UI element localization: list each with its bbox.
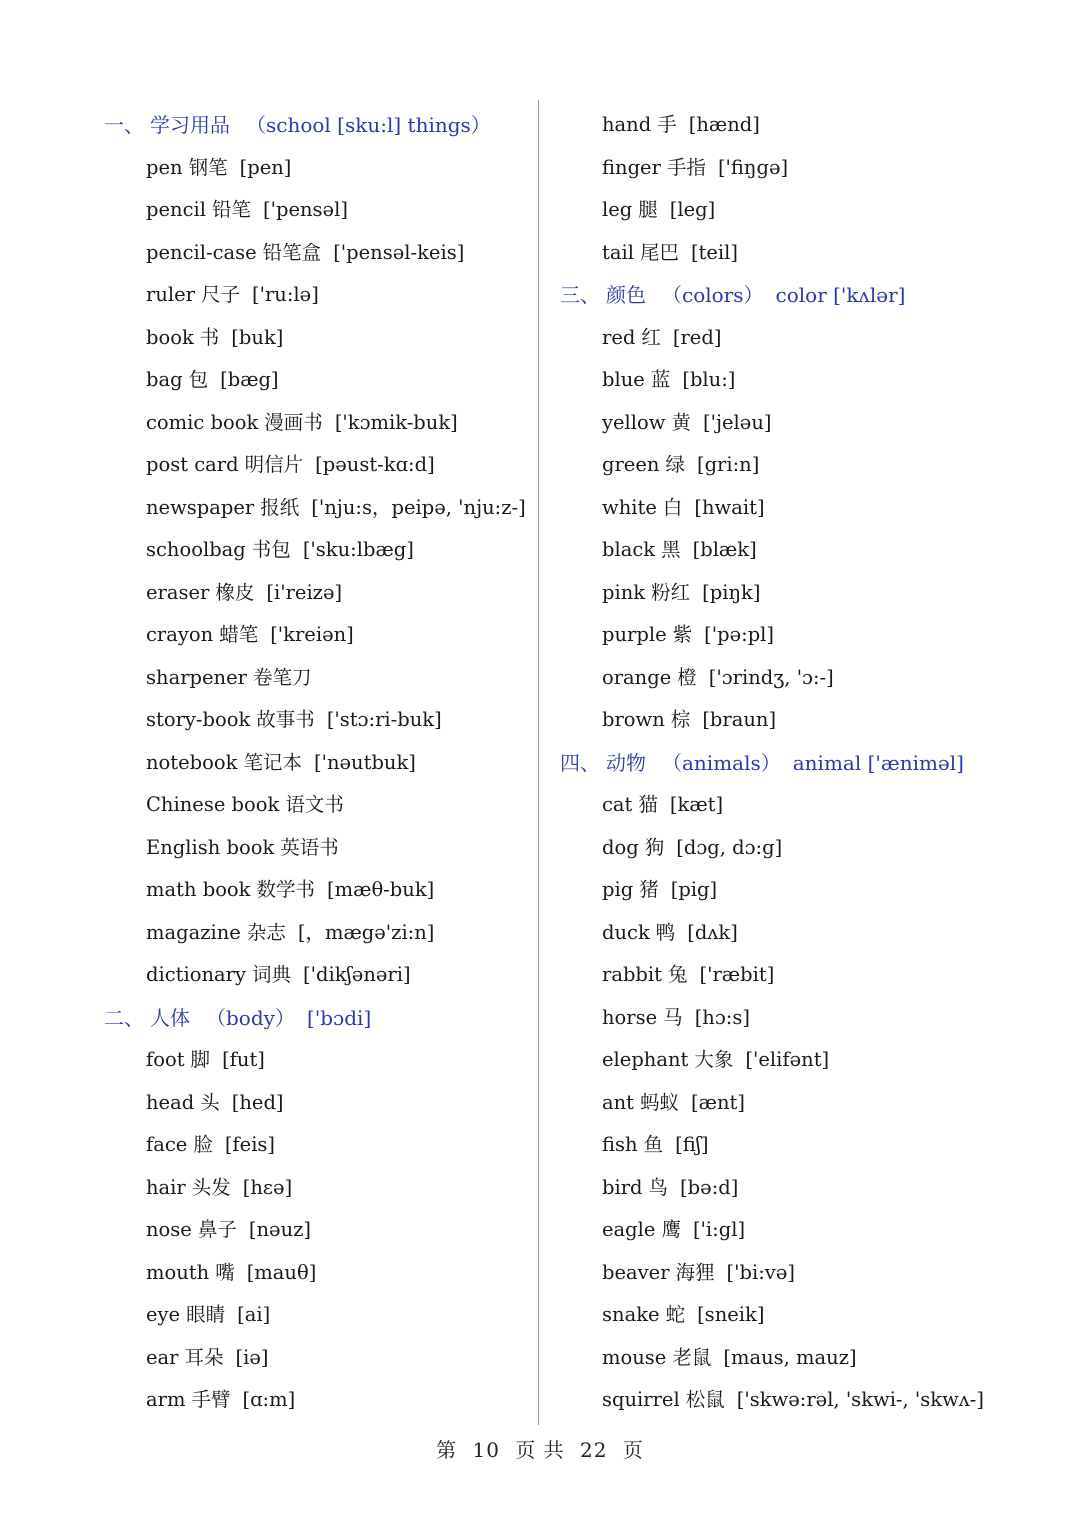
- entry-chinese: 兔: [668, 963, 688, 986]
- footer-mid: 页 共: [515, 1438, 565, 1462]
- entry-word: tail: [602, 240, 634, 264]
- vocab-entry: [560, 657, 1060, 700]
- section-heading: [104, 104, 524, 147]
- entry-phonetic: [braun]: [702, 708, 777, 731]
- entry-chinese: 手指: [666, 155, 706, 179]
- entry-phonetic: [iə]: [235, 1345, 269, 1369]
- entry-word: face: [146, 1133, 188, 1156]
- entry-phonetic: [bə:d]: [680, 1175, 739, 1199]
- entry-chinese: 黑: [661, 538, 681, 561]
- entry-phonetic: [，mægə'zi:n]: [297, 920, 435, 944]
- entry-chinese: 眼睛: [186, 1303, 226, 1326]
- entry-chinese: 粉红: [651, 580, 691, 604]
- vocab-entry: [104, 827, 524, 870]
- entry-chinese: 语文书: [285, 793, 344, 816]
- entry-phonetic: ['elifənt]: [745, 1048, 830, 1071]
- vocab-entry: [104, 1337, 524, 1380]
- entry-phonetic: [hed]: [231, 1090, 284, 1114]
- entry-word: horse: [602, 1005, 658, 1029]
- entry-word: pencil: [146, 198, 206, 221]
- entry-phonetic: [mæθ-buk]: [327, 878, 435, 901]
- entry-phonetic: [blu:]: [682, 368, 736, 391]
- vocab-entry: [560, 232, 1060, 275]
- entry-chinese: 鸟: [648, 1175, 669, 1199]
- vocab-entry: [104, 699, 524, 742]
- entry-phonetic: [feis]: [224, 1133, 276, 1156]
- entry-phonetic: ['kreiən]: [270, 623, 354, 646]
- entry-word: purple: [602, 623, 667, 646]
- entry-word: magazine: [146, 920, 241, 944]
- vocab-entry: [560, 699, 1060, 742]
- entry-phonetic: [gri:n]: [696, 453, 760, 476]
- entry-word: squirrel: [602, 1388, 680, 1411]
- entry-word: ear: [146, 1345, 179, 1369]
- heading-chinese: 人体: [150, 1005, 190, 1030]
- entry-word: ruler: [146, 283, 195, 306]
- heading-phonetic: color ['kʌlər]: [775, 283, 906, 307]
- vocab-entry: [560, 572, 1060, 615]
- entry-phonetic: ['bi:və]: [726, 1260, 795, 1284]
- entry-phonetic: ['sku:lbæg]: [302, 538, 414, 561]
- heading-english: （animals）: [662, 750, 781, 775]
- entry-phonetic: ['ɔrindʒ, 'ɔ:-]: [708, 665, 834, 689]
- entry-phonetic: ['nju:s，peipə, 'nju:z-]: [311, 495, 526, 519]
- entry-word: elephant: [602, 1048, 689, 1071]
- heading-english: （colors）: [662, 283, 764, 307]
- entry-chinese: 数学书: [256, 878, 316, 901]
- heading-phonetic: ['bɔdi]: [306, 1005, 372, 1030]
- vocab-entry: [104, 657, 524, 700]
- vocab-entry: [104, 189, 524, 232]
- entry-chinese: 蓝: [650, 368, 671, 391]
- entry-word: story-book: [146, 708, 251, 731]
- entry-chinese: 海狸: [675, 1260, 715, 1284]
- entry-word: finger: [602, 155, 661, 179]
- entry-chinese: 鸭: [655, 920, 676, 944]
- entry-word: orange: [602, 665, 672, 689]
- vocab-entry: [104, 784, 524, 827]
- entry-phonetic: ['pensəl-keis]: [333, 240, 465, 264]
- vocab-entry: [104, 912, 524, 955]
- entry-word: mouth: [146, 1260, 210, 1284]
- entry-phonetic: [pəust-kɑ:d]: [315, 453, 435, 476]
- section-heading: [560, 742, 1060, 785]
- entry-word: eye: [146, 1303, 181, 1326]
- vocab-entry: [560, 1294, 1060, 1337]
- entry-phonetic: [pen]: [239, 155, 292, 179]
- vocab-entry: [560, 147, 1060, 190]
- entry-word: leg: [602, 198, 633, 221]
- vocab-entry: [104, 1167, 524, 1210]
- vocab-entry: [104, 529, 524, 572]
- entry-phonetic: [leg]: [669, 198, 716, 221]
- entry-word: foot: [146, 1048, 185, 1071]
- entry-phonetic: [dʌk]: [687, 920, 738, 944]
- entry-phonetic: [hɛə]: [242, 1175, 293, 1199]
- entry-phonetic: ['i:gl]: [692, 1218, 746, 1241]
- column-divider: [538, 100, 539, 1425]
- entry-phonetic: [kæt]: [669, 793, 724, 816]
- entry-word: brown: [602, 708, 665, 731]
- heading-number: 二、: [104, 1005, 144, 1030]
- vocab-entry: [560, 402, 1060, 445]
- entry-chinese: 腿: [638, 198, 658, 221]
- vocab-entry: [560, 954, 1060, 997]
- entry-word: cat: [602, 793, 633, 816]
- entry-phonetic: [maus, mauz]: [723, 1345, 857, 1369]
- entry-chinese: 漫画书: [264, 410, 323, 434]
- vocab-entry: [560, 444, 1060, 487]
- entry-chinese: 卷笔刀: [252, 665, 312, 689]
- section-heading: [560, 274, 1060, 317]
- entry-word: ant: [602, 1090, 635, 1114]
- vocab-entry: [560, 487, 1060, 530]
- entry-word: hair: [146, 1175, 186, 1199]
- entry-chinese: 鱼: [643, 1133, 664, 1156]
- entry-chinese: 橙: [677, 665, 697, 689]
- entry-phonetic: ['ræbit]: [699, 963, 775, 986]
- entry-chinese: 蛇: [665, 1303, 686, 1326]
- entry-word: eagle: [602, 1218, 656, 1241]
- entry-word: mouse: [602, 1345, 667, 1369]
- vocab-entry: [560, 359, 1060, 402]
- entry-phonetic: ['pə:pl]: [704, 623, 775, 646]
- entry-word: Chinese book: [146, 793, 280, 816]
- entry-chinese: 手: [657, 113, 677, 136]
- entry-chinese: 大象: [694, 1048, 734, 1071]
- footer-prefix: 第: [436, 1438, 458, 1462]
- heading-chinese: 动物: [606, 750, 646, 775]
- entry-phonetic: [hænd]: [688, 113, 760, 136]
- entry-phonetic: [mauθ]: [246, 1260, 317, 1284]
- entry-chinese: 尺子: [200, 283, 240, 306]
- heading-number: 四、: [560, 750, 600, 775]
- entry-word: rabbit: [602, 963, 662, 986]
- entry-word: white: [602, 495, 657, 519]
- entry-word: pencil-case: [146, 240, 257, 264]
- heading-english: （school [sku:l] things）: [246, 113, 491, 137]
- entry-chinese: 猪: [639, 878, 659, 901]
- vocab-entry: [104, 572, 524, 615]
- section-heading: [104, 997, 524, 1040]
- entry-chinese: 狗: [644, 835, 665, 859]
- vocab-entry: [104, 614, 524, 657]
- entry-word: pen: [146, 155, 183, 179]
- entry-chinese: 嘴: [215, 1260, 235, 1284]
- heading-number: 一、: [104, 113, 144, 137]
- vocab-entry: [560, 784, 1060, 827]
- footer-page-number: 10: [472, 1438, 500, 1462]
- vocab-entry: [104, 1039, 524, 1082]
- entry-word: bird: [602, 1175, 643, 1199]
- entry-chinese: 白: [662, 495, 683, 519]
- left-column: [104, 104, 524, 1422]
- entry-chinese: 蚂蚁: [640, 1090, 680, 1114]
- vocab-entry: [560, 1124, 1060, 1167]
- heading-chinese: 颜色: [606, 283, 646, 307]
- entry-chinese: 松鼠: [685, 1388, 725, 1411]
- entry-word: book: [146, 325, 194, 349]
- entry-phonetic: ['stɔ:ri-buk]: [326, 708, 442, 731]
- vocab-entry: [560, 869, 1060, 912]
- entry-chinese: 包: [188, 368, 209, 391]
- entry-phonetic: [dɔg, dɔ:g]: [676, 835, 783, 859]
- entry-chinese: 红: [641, 325, 661, 349]
- vocab-entry: [104, 869, 524, 912]
- entry-phonetic: [fiʃ]: [675, 1133, 709, 1156]
- vocab-entry: [560, 1209, 1060, 1252]
- vocab-entry: [104, 1252, 524, 1295]
- entry-phonetic: ['nəutbuk]: [313, 750, 416, 774]
- vocab-entry: [104, 1124, 524, 1167]
- entry-word: green: [602, 453, 660, 476]
- entry-word: duck: [602, 920, 650, 944]
- footer-suffix: 页: [622, 1438, 644, 1462]
- entry-phonetic: [blæk]: [692, 538, 757, 561]
- entry-chinese: 书包: [251, 538, 291, 561]
- entry-word: fish: [602, 1133, 638, 1156]
- entry-phonetic: ['jeləu]: [702, 410, 772, 434]
- vocab-entry: [560, 529, 1060, 572]
- entry-word: schoolbag: [146, 538, 246, 561]
- entry-word: notebook: [146, 750, 238, 774]
- vocab-entry: [104, 444, 524, 487]
- entry-chinese: 故事书: [256, 708, 315, 731]
- vocab-entry: [104, 317, 524, 360]
- vocab-entry: [560, 1379, 1060, 1422]
- entry-word: black: [602, 538, 656, 561]
- entry-chinese: 头: [200, 1090, 220, 1114]
- vocab-entry: [560, 1337, 1060, 1380]
- entry-chinese: 蜡笔: [219, 623, 259, 646]
- entry-phonetic: ['dikʃənəri]: [303, 963, 411, 986]
- entry-word: red: [602, 325, 636, 349]
- entry-phonetic: ['kɔmik-buk]: [334, 410, 458, 434]
- entry-word: crayon: [146, 623, 214, 646]
- entry-chinese: 报纸: [260, 495, 300, 519]
- entry-phonetic: [piŋk]: [702, 580, 761, 604]
- entry-word: hand: [602, 113, 652, 136]
- heading-english: （body）: [206, 1005, 295, 1030]
- entry-word: math book: [146, 878, 251, 901]
- heading-number: 三、: [560, 283, 600, 307]
- vocab-entry: [104, 147, 524, 190]
- entry-word: pink: [602, 580, 646, 604]
- heading-phonetic: animal ['æniməl]: [792, 750, 964, 775]
- vocab-entry: [104, 1379, 524, 1422]
- entry-chinese: 杂志: [246, 920, 286, 944]
- entry-word: comic book: [146, 410, 259, 434]
- entry-phonetic: [bæg]: [220, 368, 279, 391]
- entry-chinese: 棕: [670, 708, 691, 731]
- vocab-entry: [104, 402, 524, 445]
- entry-word: dictionary: [146, 963, 246, 986]
- vocab-entry: [560, 1167, 1060, 1210]
- entry-chinese: 紫: [672, 623, 693, 646]
- entry-phonetic: ['pensəl]: [263, 198, 348, 221]
- entry-phonetic: [pig]: [670, 878, 718, 901]
- vocab-entry: [560, 1039, 1060, 1082]
- entry-chinese: 脸: [193, 1133, 213, 1156]
- vocab-entry: [560, 317, 1060, 360]
- entry-word: arm: [146, 1388, 186, 1411]
- entry-chinese: 猫: [638, 793, 658, 816]
- entry-phonetic: ['fiŋgə]: [717, 155, 789, 179]
- vocab-entry: [104, 1294, 524, 1337]
- entry-phonetic: [sneik]: [697, 1303, 765, 1326]
- entry-phonetic: [red]: [672, 325, 722, 349]
- entry-phonetic: [ai]: [237, 1303, 271, 1326]
- entry-word: sharpener: [146, 665, 247, 689]
- entry-phonetic: [buk]: [231, 325, 284, 349]
- entry-word: head: [146, 1090, 195, 1114]
- entry-chinese: 笔记本: [243, 750, 302, 774]
- entry-word: post card: [146, 453, 239, 476]
- entry-phonetic: [ænt]: [691, 1090, 745, 1114]
- entry-phonetic: [hwait]: [694, 495, 765, 519]
- entry-chinese: 绿: [665, 453, 685, 476]
- heading-chinese: 学习用品: [150, 113, 230, 137]
- vocab-entry: [104, 1209, 524, 1252]
- vocab-entry: [104, 742, 524, 785]
- vocab-entry: [560, 614, 1060, 657]
- entry-word: dog: [602, 835, 639, 859]
- entry-chinese: 手臂: [191, 1388, 231, 1411]
- entry-phonetic: [fut]: [222, 1048, 265, 1071]
- entry-chinese: 钢笔: [188, 155, 228, 179]
- footer-total-pages: 22: [580, 1438, 608, 1462]
- vocab-entry: [560, 997, 1060, 1040]
- vocab-entry: [104, 274, 524, 317]
- entry-chinese: 耳朵: [184, 1345, 224, 1369]
- entry-word: snake: [602, 1303, 660, 1326]
- vocab-entry: [560, 189, 1060, 232]
- page-footer: [0, 1434, 1080, 1463]
- entry-chinese: 书: [199, 325, 220, 349]
- entry-chinese: 马: [663, 1005, 683, 1029]
- entry-phonetic: [teil]: [690, 240, 739, 264]
- entry-phonetic: [hɔ:s]: [694, 1005, 750, 1029]
- vocab-entry: [104, 232, 524, 275]
- entry-word: eraser: [146, 580, 210, 604]
- entry-chinese: 黄: [671, 410, 691, 434]
- entry-chinese: 鹰: [661, 1218, 681, 1241]
- vocab-entry: [560, 104, 1060, 147]
- vocab-entry: [560, 1082, 1060, 1125]
- vocab-entry: [560, 1252, 1060, 1295]
- entry-word: yellow: [602, 410, 666, 434]
- vocab-entry: [560, 827, 1060, 870]
- entry-word: blue: [602, 368, 645, 391]
- entry-chinese: 铅笔: [211, 198, 251, 221]
- entry-phonetic: [i'reizə]: [266, 580, 343, 604]
- entry-chinese: 老鼠: [672, 1345, 712, 1369]
- entry-chinese: 鼻子: [197, 1218, 237, 1241]
- vocab-entry: [104, 487, 524, 530]
- entry-chinese: 头发: [191, 1175, 231, 1199]
- entry-chinese: 铅笔盒: [262, 240, 322, 264]
- entry-chinese: 词典: [251, 963, 291, 986]
- entry-word: nose: [146, 1218, 192, 1241]
- entry-word: beaver: [602, 1260, 670, 1284]
- entry-chinese: 尾巴: [639, 240, 679, 264]
- entry-word: pig: [602, 878, 634, 901]
- entry-chinese: 明信片: [244, 453, 304, 476]
- entry-chinese: 英语书: [280, 835, 339, 859]
- entry-phonetic: [nəuz]: [248, 1218, 312, 1241]
- vocab-entry: [104, 1082, 524, 1125]
- entry-word: English book: [146, 835, 275, 859]
- right-column: [560, 104, 1060, 1422]
- vocab-entry: [104, 359, 524, 402]
- entry-word: bag: [146, 368, 183, 391]
- vocab-entry: [560, 912, 1060, 955]
- entry-phonetic: [ɑ:m]: [242, 1388, 296, 1411]
- entry-phonetic: ['skwə:rəl, 'skwi-, 'skwʌ-]: [736, 1388, 985, 1411]
- entry-word: newspaper: [146, 495, 255, 519]
- entry-chinese: 脚: [190, 1048, 211, 1071]
- entry-phonetic: ['ru:lə]: [252, 283, 319, 306]
- entry-chinese: 橡皮: [215, 580, 255, 604]
- vocab-entry: [104, 954, 524, 997]
